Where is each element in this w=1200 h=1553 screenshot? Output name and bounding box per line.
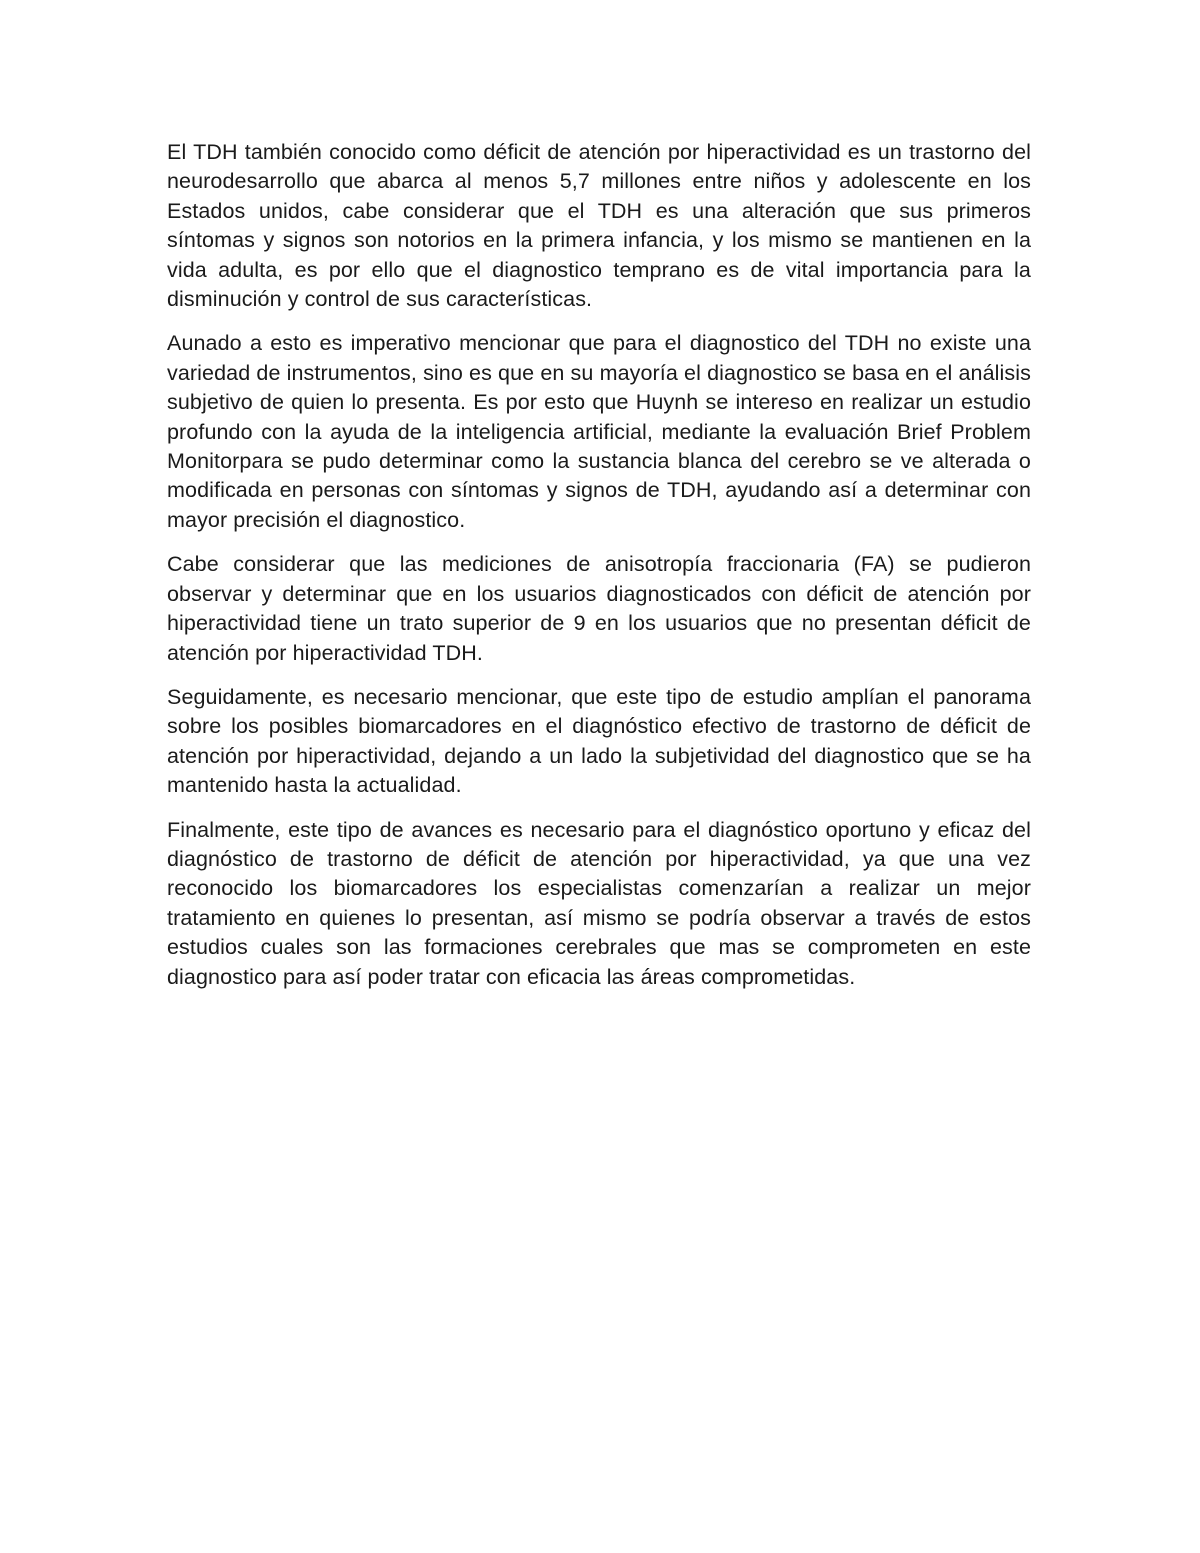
paragraph-3: Cabe considerar que las mediciones de anisotropía fraccionaria (FA) se pudieron observar y determinar que en los usuarios diagnosticados con déficit de atención por hiperactividad tiene un trato superior de 9 en los usuarios que no presentan déficit de atención por hiperactividad TDH.: [167, 552, 1031, 665]
paragraph-4: Seguidamente, es necesario mencionar, que este tipo de estudio amplían el panorama sobre los posibles biomarcadores en el diagnóstico efectivo de trastorno de déficit de atención por hiperactividad, dejando a un lado la subjetividad del diagnostico que se ha mantenido hasta la actualidad.: [167, 684, 1031, 798]
paragraph-2: Aunado a esto es imperativo mencionar que para el diagnostico del TDH no existe una variedad de instrumentos, sino es que en su mayoría el diagnostico se basa en el análisis subjetivo de quien lo presenta. Es por esto que Huynh se intereso en realizar un estudio profundo con la ayuda de la inteligencia artificial, mediante la evaluación Brief Problem Monitorpara se pudo determinar como la sustancia blanca del cerebro se ve alterada o modificada en personas con síntomas y signos de TDH, ayudando así a determinar con mayor precisión el diagnostico.: [167, 331, 1031, 532]
paragraph-5: Finalmente, este tipo de avances es necesario para el diagnóstico oportuno y eficaz del diagnóstico de trastorno de déficit de atención por hiperactividad, ya que una vez reconocido los biomarcadores los especialistas comenzarían a realizar un mejor tratamiento en quienes lo presentan, así mismo se podría observar a través de estos estudios cuales son las formaciones cerebrales que mas se comprometen en este diagnostico para así poder tratar con eficacia las áreas comprometidas.: [167, 817, 1031, 989]
paragraph-1: El TDH también conocido como déficit de atención por hiperactividad es un trastorno del neurodesarrollo que abarca al menos 5,7 millones entre niños y adolescente en los Estados unidos, cabe considerar que el TDH es una alteración que sus primeros síntomas y signos son notorios en la primera infancia, y los mismo se mantienen en la vida adulta, es por ello que el diagnostico temprano es de vital importancia para la disminución y control de sus características.: [167, 140, 1031, 312]
document-body: [167, 138, 1031, 1007]
